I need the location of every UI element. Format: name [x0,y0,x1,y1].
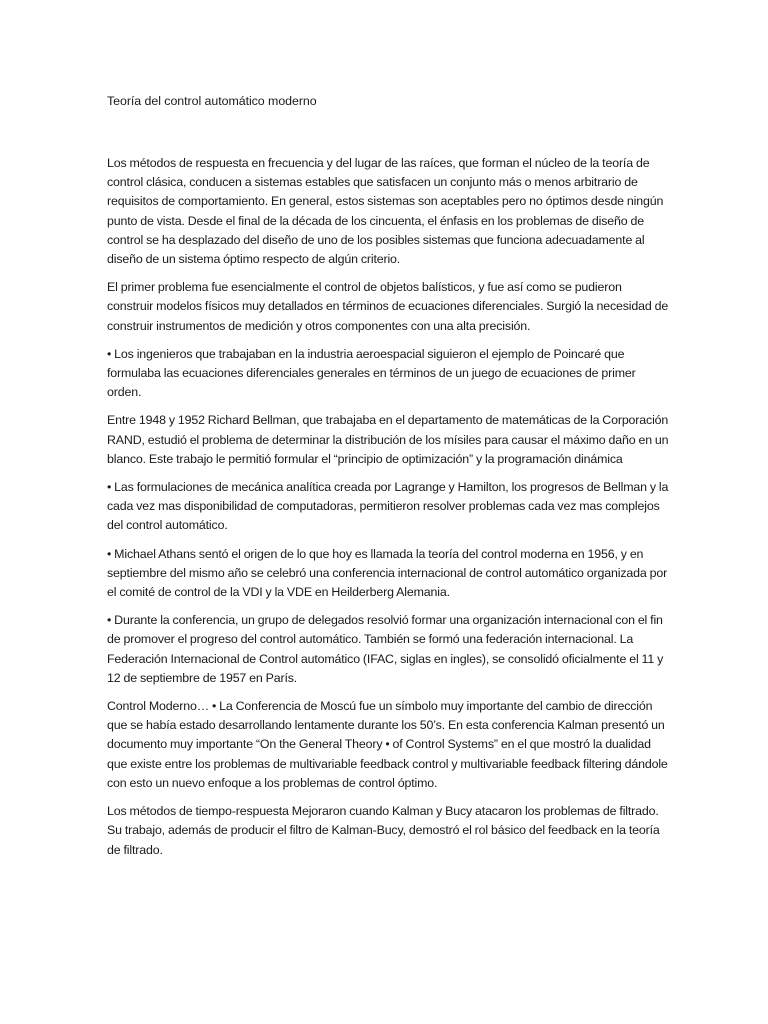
document-title: Teoría del control automático moderno [107,94,317,108]
paragraph-kalman-bucy: Los métodos de tiempo-respuesta Mejoraron cuando Kalman y Bucy atacaron los problemas de filtrado. Su trabajo, además de producir el filtro de Kalman-Bucy, demostró el rol básico del feedback en la teoría de filtrado. [107,804,660,857]
paragraph-moscow: Control Moderno… • La Conferencia de Moscú fue un símbolo muy importante del cambio de dirección que se había estado desarrollando lentamente durante los 50’s. En esta conferencia Kalman presentó un documento muy importante “On the General Theory • of Control Systems” en el que mostró la dualidad que existe entre los problemas de multivariable feedback control y multivariable feedback filtering dándole con esto un nuevo enfoque a los problemas de control óptimo. [107,699,668,790]
paragraph-ifac: • Durante la conferencia, un grupo de delegados resolvió formar una organización internacional con el fin de promover el progreso del control automático. También se formó una federación internacional. La Federación Internacional de Control automático (IFAC, siglas en ingles), se consolidó oficialmente el 11 y 12 de septiembre de 1957 en París. [107,613,664,685]
paragraph-intro: Los métodos de respuesta en frecuencia y del lugar de las raíces, que forman el núcleo de la teoría de control clásica, conducen a sistemas estables que satisfacen un conjunto más o menos arbitrario de requisitos de comportamiento. En general, estos sistemas son aceptables pero no óptimos desde ningún punto de vista. Desde el final de la década de los cincuenta, el énfasis en los problemas de diseño de control se ha desplazado del diseño de uno de los posibles sistemas que funciona adecuadamente al diseño de un sistema óptimo respecto de algún criterio. [107,156,664,267]
paragraph-aerospace: • Los ingenieros que trabajaban en la industria aeroespacial siguieron el ejemplo de Poincaré que formulaba las ecuaciones diferenciales generales en términos de un juego de ecuaciones de primer orden. [107,346,636,400]
paragraph-mechanics: • Las formulaciones de mecánica analítica creada por Lagrange y Hamilton, los progresos de Bellman y la cada vez mas disponibilidad de computadoras, permitieron resolver problemas cada vez mas complejos del control automático. [107,480,669,533]
document-body [107,92,669,869]
paragraph-ballistics: El primer problema fue esencialmente el control de objetos balísticos, y fue así como se pudieron construir modelos físicos muy detallados en términos de ecuaciones diferenciales. Surgió la necesidad de construir instrumentos de medición y otros componentes con una alta precisión. [107,280,669,333]
paragraph-bellman: Entre 1948 y 1952 Richard Bellman, que trabajaba en el departamento de matemáticas de la Corporación RAND, estudió el problema de determinar la distribución de los mísiles para causar el máximo daño en un blanco. Este trabajo le permitió formular el “principio de optimización” y la programación dinámica [107,413,669,466]
paragraph-athans: • Michael Athans sentó el origen de lo que hoy es llamada la teoría del control moderna en 1956, y en septiembre del mismo año se celebró una conferencia internacional de control automático organizada por el comité de control de la VDI y la VDE en Heilderberg Alemania. [107,546,668,600]
